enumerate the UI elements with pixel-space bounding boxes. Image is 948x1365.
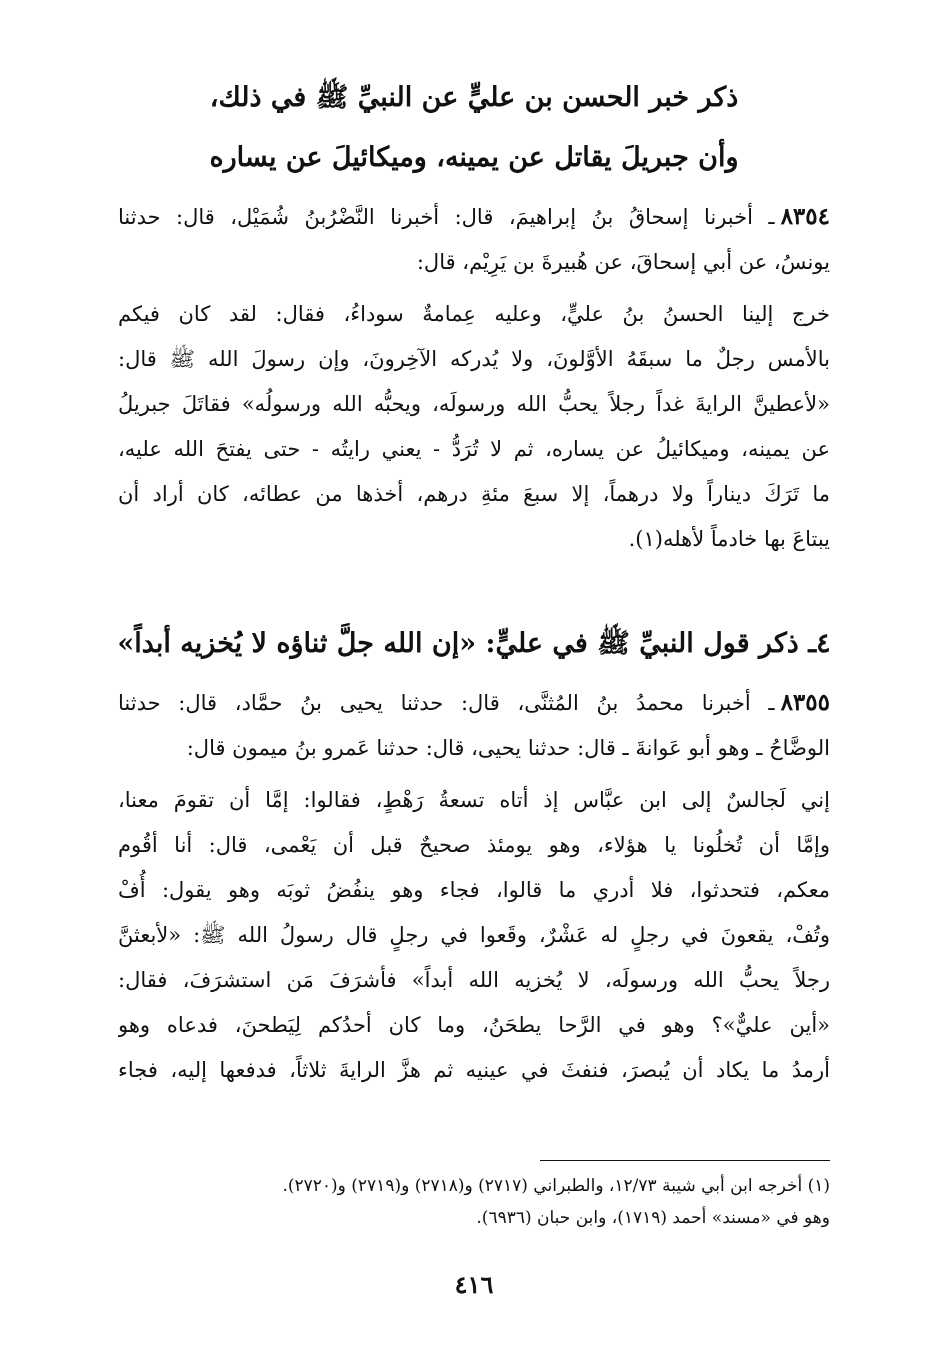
footnote-line: (١) أخرجه ابن أبي شيبة ١٢/٧٣، والطبراني (٢٧١٧) و(٢٧١٨) و(٢٧١٩) و(٢٧٢٠).	[282, 1176, 830, 1196]
matn-line: «لأعطينَّ الرايةَ غداً رجلاً يحبُّ الله ورسولَه، ويحبُّه الله ورسولُه» فقاتَلَ جبريلُ	[118, 392, 830, 416]
isnad-line: يونسُ، عن أبي إسحاقَ، عن هُبيرةَ بن يَرِيْم، قال:	[416, 250, 830, 274]
hadith-8355-isnad	[118, 680, 830, 771]
section-heading-4: ٤ـ ذكر قول النبيِّ ﷺ في عليٍّ: «إن الله جلَّ ثناؤه لا يُخزيه أبداً»	[117, 628, 831, 659]
matn-line: يبتاعَ بها خادماً لأهله(١).	[628, 527, 830, 551]
matn-line: وتُفْ، يقعونَ في رجلٍ له عَشْرٌ، وقَعوا في رجلٍ قال رسولُ الله ﷺ: «لأبعثنَّ	[118, 923, 830, 947]
footnote-line: وهو في «مسند» أحمد (١٧١٩)، وابن حبان (٦٩٣٦).	[476, 1208, 830, 1228]
hadith-8354-isnad	[118, 194, 830, 285]
hadith-number: ٨٣٥٥	[780, 689, 830, 716]
hadith-8354-matn	[118, 292, 830, 562]
matn-line: عن يمينه، وميكائيلُ عن يساره، ثم لا تُرَدُّ - يعني رايتُه - حتى يفتحَ الله عليه،	[118, 437, 830, 461]
page-number: ٤١٦	[454, 1270, 494, 1299]
section-heading-line-1: ذكر خبر الحسن بن عليٍّ عن النبيِّ ﷺ في ذلك،	[209, 82, 739, 113]
footnote-divider	[540, 1160, 830, 1161]
matn-line: إني لَجالسٌ إلى ابن عبَّاس إذ أتاه تسعةُ رَهْطٍ، فقالوا: إمَّا أن تقومَ معنا،	[118, 788, 830, 812]
matn-line: وإمَّا أن تُخلُونا يا هؤلاء، وهو يومئذ صحيحٌ قبل أن يَعْمى، قال: أنا أقُوم	[118, 833, 830, 857]
hadith-8355-matn	[118, 778, 830, 1093]
isnad-line: الوضَّاحُ ـ وهو أبو عَوانةَ ـ قال: حدثنا يحيى، قال: حدثنا عَمرو بنُ ميمون قال:	[186, 736, 830, 760]
footnotes	[118, 1170, 830, 1234]
matn-line: ما تَرَكَ ديناراً ولا درهماً، إلا سبعَ مئةِ درهم، أخذها من عطائه، كان أراد أن	[118, 482, 830, 506]
matn-line: خرج إلينا الحسنُ بنُ عليٍّ، وعليه عِمامةٌ سوداءُ، فقال: لقد كان فيكم	[118, 302, 830, 326]
isnad-line: ٨٣٥٥ـ أخبرنا محمدُ بنُ المُثنَّى، قال: حدثنا يحيى بنُ حمَّاد، قال: حدثنا	[118, 689, 830, 716]
matn-line: «أين عليٌّ»؟ وهو في الرَّحا يطحَنُ، وما كان أحدُكم لِيَطحنَ، فدعاه وهو	[118, 1013, 830, 1037]
section-heading-line-2: وأن جبريلَ يقاتل عن يمينه، وميكائيلَ عن يساره	[209, 142, 739, 173]
matn-line: رجلاً يحبُّ الله ورسولَه، لا يُخزيه الله أبداً» فأشرَفَ مَن استشرَفَ، فقال:	[118, 968, 830, 992]
hadith-number: ٨٣٥٤	[780, 203, 830, 230]
matn-line: معكم، فتحدثوا، فلا أدري ما قالوا، فجاء وهو ينفُضُ ثوبَه وهو يقول: أُفْ	[118, 878, 830, 902]
matn-line: أرمدُ ما يكاد أن يُبصرَ، فنفثَ في عينيه ثم هزَّ الرايةَ ثلاثاً، فدفعها إليه، فجاء	[118, 1058, 830, 1082]
isnad-line: ٨٣٥٤ـ أخبرنا إسحاقُ بنُ إبراهيمَ، قال: أخبرنا النَّضْرُبنُ شُمَيْل، قال: حدثنا	[118, 203, 830, 230]
matn-line: بالأمس رجلٌ ما سبقَهُ الأوَّلونَ، ولا يُدركه الآخِرونَ، وإن رسولَ الله ﷺ قال:	[118, 347, 830, 371]
